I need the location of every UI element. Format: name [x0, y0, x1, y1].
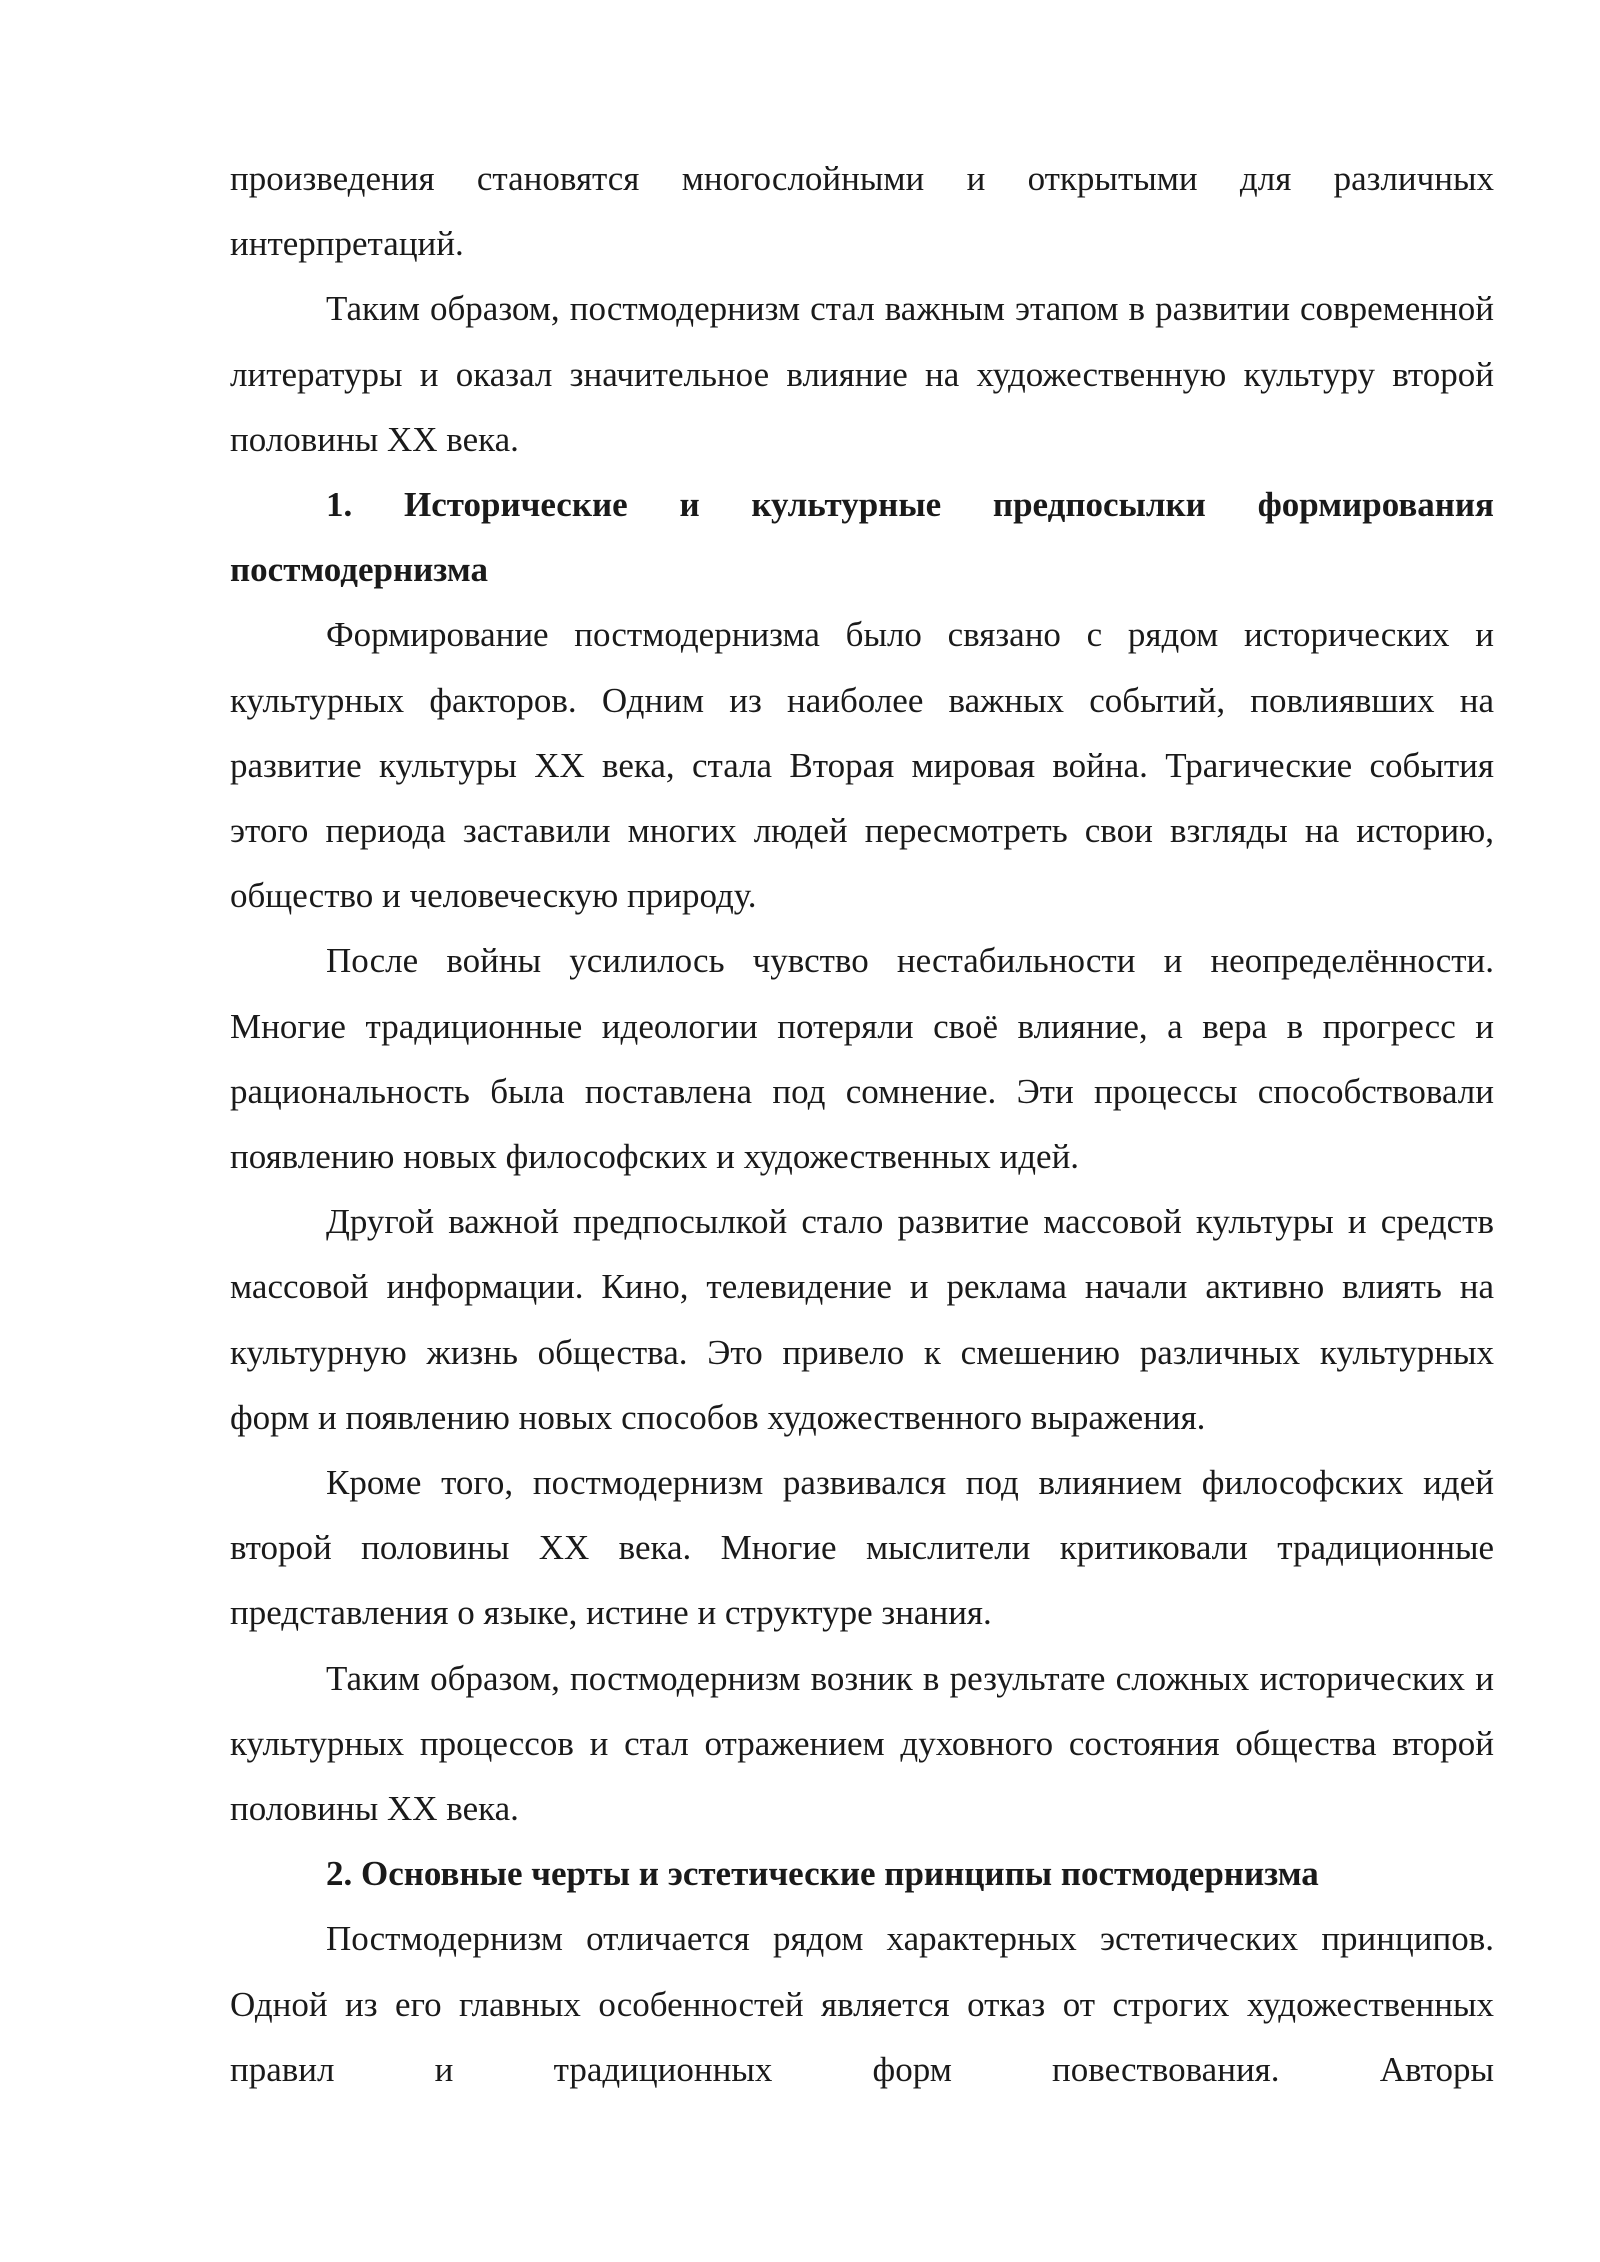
section-heading-2: 2. Основные черты и эстетические принципы постмодернизма	[326, 1854, 1319, 1894]
section-heading-1: 1. Исторические и культурные предпосылки формирования постмодернизма	[230, 485, 1494, 590]
paragraph-conclusion-section1: Таким образом, постмодернизм возник в результате сложных исторических и культурных процессов и стал отражением духовного состояния общества второй половины XX века.	[230, 1658, 1494, 1829]
paragraph-aesthetic-principles: Постмодернизм отличается рядом характерных эстетических принципов. Одной из его главных особенностей является отказ от строгих художественных правил и традиционных форм повествования. Авторы	[230, 1919, 1494, 2089]
paragraph-mass-culture: Другой важной предпосылкой стало развитие массовой культуры и средств массовой информации. Кино, телевидение и реклама начали активно влиять на культурную жизнь общества. Это привело к смешению различных культурных форм и появлению новых способов художественного выражения.	[230, 1202, 1494, 1437]
paragraph-philosophy: Кроме того, постмодернизм развивался под влиянием философских идей второй половины XX века. Многие мыслители критиковали традиционные представления о языке, истине и структуре знания.	[230, 1463, 1494, 1633]
paragraph-conclusion-intro: Таким образом, постмодернизм стал важным этапом в развитии современной литературы и оказал значительное влияние на художественную культуру второй половины XX века.	[230, 289, 1494, 459]
document-body	[230, 146, 1494, 2102]
paragraph-continuation: произведения становятся многослойными и открытыми для различных интерпретаций.	[230, 159, 1494, 264]
paragraph-after-war: После войны усилилось чувство нестабильности и неопределённости. Многие традиционные идеологии потеряли своё влияние, а вера в прогресс и рациональность была поставлена под сомнение. Эти процессы способствовали появлению новых философских и художественных идей.	[230, 941, 1494, 1177]
paragraph-formation: Формирование постмодернизма было связано с рядом исторических и культурных факторов. Одним из наиболее важных событий, повлиявших на развитие культуры XX века, стала Вторая мировая война. Трагические события этого периода заставили многих людей пересмотреть свои взгляды на историю, общество и человеческую природу.	[230, 615, 1494, 916]
